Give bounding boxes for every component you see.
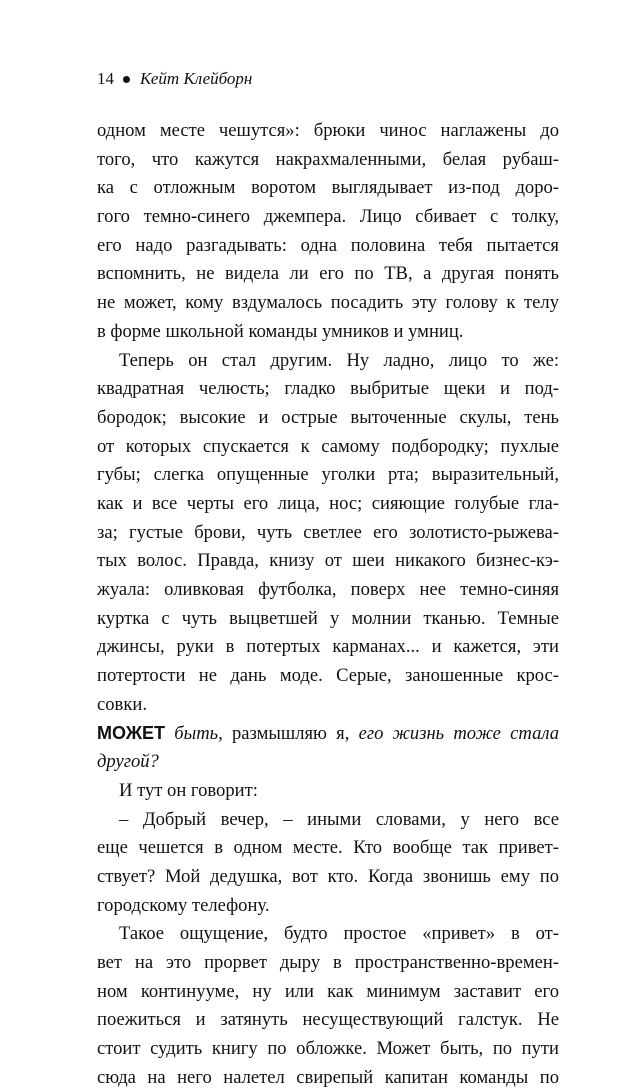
text-line: в форме школьной команды умников и умниц. bbox=[97, 320, 464, 342]
text-line: стоит судить книгу по обложке. Может быть, по пути bbox=[97, 1038, 559, 1059]
bullet-separator bbox=[123, 76, 130, 83]
text-line: его надо разгадывать: одна половина тебя пытается bbox=[97, 234, 559, 256]
thought-paragraph bbox=[97, 719, 559, 776]
body-text bbox=[97, 117, 559, 1092]
text-line: одном месте чешутся»: брюки чинос наглажены до bbox=[97, 120, 559, 141]
text-line: городскому телефону. bbox=[97, 894, 270, 916]
text-line bbox=[97, 719, 559, 748]
text-line: вет на это прорвет дыру в пространственно-времен- bbox=[97, 951, 559, 973]
text-line: тых волос. Правда, книзу от шеи никакого бизнес-кэ- bbox=[97, 550, 559, 572]
text-line: гого темно-синего джемпера. Лицо сбивает с толку, bbox=[97, 206, 559, 228]
text-line: губы; слегка опущенные уголки рта; выразительный, bbox=[97, 464, 559, 486]
text-line: жуала: оливковая футболка, поверх нее темно-синяя bbox=[97, 579, 559, 600]
paragraph bbox=[97, 777, 559, 806]
paragraph bbox=[97, 920, 559, 1092]
text-line: другой? bbox=[97, 751, 159, 773]
author-name: Кейт Клейборн bbox=[140, 69, 253, 88]
text-line: джинсы, руки в потертых карманах... и кажется, эти bbox=[97, 636, 559, 658]
roman-text: размышляю я, bbox=[231, 723, 350, 745]
text-line: И тут он говорит: bbox=[119, 779, 258, 801]
page-number: 14 bbox=[97, 69, 114, 88]
text-line: того, что кажутся накрахмаленными, белая рубаш- bbox=[97, 148, 559, 170]
text-line: от которых спускается к самому подбородку; пухлые bbox=[97, 435, 559, 457]
dialogue-paragraph bbox=[97, 806, 559, 921]
text-line: бородок; высокие и острые выточенные скулы, тень bbox=[97, 406, 559, 428]
text-line: вспомнить, не видела ли его по ТВ, а другая понять bbox=[97, 263, 559, 285]
lead-caps: МОЖЕТ bbox=[97, 723, 166, 744]
running-header bbox=[97, 68, 252, 90]
text-line: еще чешется в одном месте. Кто вообще так привет- bbox=[97, 837, 559, 859]
text-line: ствует? Мой дедушка, вот кто. Когда звонишь ему по bbox=[97, 865, 559, 887]
text-line: потертости не дань моде. Серые, заношенные крос- bbox=[97, 665, 559, 687]
text-line: – Добрый вечер, – иными словами, у него все bbox=[119, 808, 559, 830]
paragraph bbox=[97, 347, 559, 720]
paragraph bbox=[97, 117, 559, 347]
text-line: куртка с чуть выцветшей у молнии тканью. Темные bbox=[97, 607, 559, 629]
text-line: Теперь он стал другим. Ну ладно, лицо то же: bbox=[119, 349, 559, 371]
text-line: сюда на него налетел свирепый капитан команды по bbox=[97, 1066, 559, 1088]
text-line: поежиться и затянуть несуществующий галстук. Не bbox=[97, 1009, 559, 1031]
text-line: совки. bbox=[97, 693, 147, 715]
text-line: квадратная челюсть; гладко выбритые щеки и под- bbox=[97, 378, 559, 400]
italic-text: его жизнь тоже стала bbox=[358, 723, 559, 745]
text-line: за; густые брови, чуть светлее его золотисто-рыжева- bbox=[97, 521, 559, 543]
italic-text: быть, bbox=[174, 723, 223, 745]
text-line: ка с отложным воротом выглядывает из-под доро- bbox=[97, 177, 559, 199]
text-line: не может, кому вздумалось посадить эту голову к телу bbox=[97, 292, 559, 314]
text-line: как и все черты его лица, нос; сияющие голубые гла- bbox=[97, 492, 559, 514]
text-line: Такое ощущение, будто простое «привет» в от- bbox=[119, 923, 559, 945]
text-line: ном континууме, ну или как минимум заставит его bbox=[97, 980, 559, 1002]
